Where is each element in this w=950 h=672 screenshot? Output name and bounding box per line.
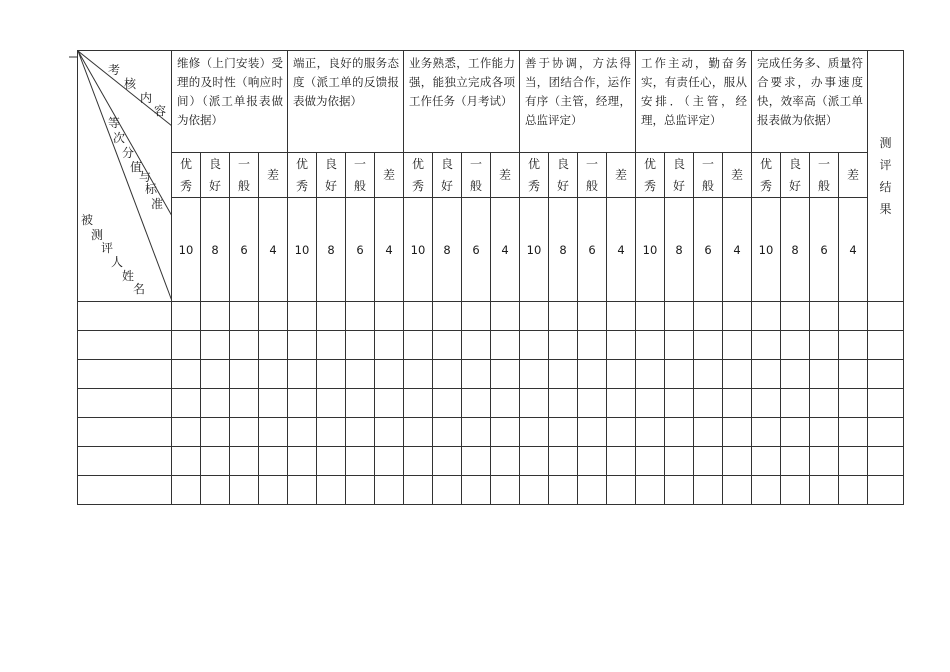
table-cell[interactable] [433,447,462,476]
score-value: 6 [578,198,607,302]
score-value: 4 [607,198,636,302]
grade-text: 良好 [672,157,685,193]
score-value: 4 [723,198,752,302]
corner-label-char: 被 [81,213,94,227]
table-cell[interactable] [636,360,665,389]
grade-label [433,153,462,198]
table-cell[interactable] [317,418,346,447]
table-cell[interactable] [694,418,723,447]
table-cell[interactable] [404,331,433,360]
score-value: 8 [201,198,230,302]
table-cell[interactable] [781,447,810,476]
score-value: 4 [375,198,404,302]
table-cell[interactable] [491,389,520,418]
table-cell[interactable] [230,360,259,389]
score-value: 6 [810,198,839,302]
grade-label [259,153,288,198]
table-cell[interactable] [259,476,288,505]
table-cell[interactable] [607,331,636,360]
table-cell[interactable] [375,476,404,505]
table-cell[interactable] [549,476,578,505]
table-cell[interactable] [375,418,404,447]
table-cell[interactable] [317,302,346,331]
table-cell[interactable] [288,418,317,447]
grade-text: 差 [382,168,395,182]
grade-text: 一般 [469,157,482,193]
grade-text: 良好 [440,157,453,193]
grade-text: 良好 [556,157,569,193]
grade-label [288,153,317,198]
table-cell[interactable] [433,302,462,331]
table-cell[interactable] [404,476,433,505]
score-value: 4 [259,198,288,302]
grade-label [665,153,694,198]
table-cell[interactable] [491,302,520,331]
table-cell[interactable] [665,331,694,360]
table-cell[interactable] [259,418,288,447]
table-cell[interactable] [694,389,723,418]
table-cell[interactable] [781,331,810,360]
table-cell[interactable] [78,331,172,360]
result-header-label: 测评结果 [879,136,892,216]
table-cell[interactable] [78,418,172,447]
table-cell[interactable] [839,418,868,447]
grade-label [201,153,230,198]
grade-label [694,153,723,198]
table-cell[interactable] [288,302,317,331]
table-cell[interactable] [549,302,578,331]
table-cell[interactable] [288,447,317,476]
table-cell[interactable] [607,360,636,389]
table-cell[interactable] [868,389,904,418]
table-cell[interactable] [549,447,578,476]
criterion-header: 端正，良好的服务态度（派工单的反馈报表做为依据） [288,51,404,153]
criterion-header: 完成任务多、质量符合要求，办事速度快，效率高（派工单报表做为依据） [752,51,868,153]
table-cell[interactable] [375,447,404,476]
table-cell[interactable] [665,302,694,331]
table-cell[interactable] [230,447,259,476]
score-value: 10 [520,198,549,302]
corner-label-char: 等 [108,116,121,130]
table-cell[interactable] [78,476,172,505]
table-row [78,418,904,447]
grade-text: 差 [498,168,511,182]
grade-text: 一般 [237,157,250,193]
table-cell[interactable] [694,331,723,360]
table-cell[interactable] [491,360,520,389]
table-cell[interactable] [607,447,636,476]
table-cell[interactable] [578,360,607,389]
grade-label [636,153,665,198]
score-value: 10 [172,198,201,302]
table-cell[interactable] [375,302,404,331]
table-cell[interactable] [752,418,781,447]
table-cell[interactable] [636,302,665,331]
table-cell[interactable] [549,331,578,360]
table-cell[interactable] [201,418,230,447]
table-cell[interactable] [781,302,810,331]
table-row [78,476,904,505]
table-cell[interactable] [868,418,904,447]
corner-label-char: 名 [133,282,146,296]
table-cell[interactable] [607,418,636,447]
table-cell[interactable] [810,389,839,418]
table-cell[interactable] [839,476,868,505]
table-cell[interactable] [723,331,752,360]
table-cell[interactable] [520,418,549,447]
header-row-scores [78,198,904,302]
table-cell[interactable] [694,302,723,331]
table-cell[interactable] [491,476,520,505]
table-cell[interactable] [665,389,694,418]
table-cell[interactable] [288,360,317,389]
score-value: 6 [230,198,259,302]
table-cell[interactable] [201,302,230,331]
header-row-criteria [78,51,904,153]
table-cell[interactable] [520,331,549,360]
header-row-grades [78,153,904,198]
table-cell[interactable] [781,389,810,418]
score-value: 8 [665,198,694,302]
table-cell[interactable] [839,360,868,389]
table-cell[interactable] [317,389,346,418]
table-cell[interactable] [723,418,752,447]
score-value: 10 [288,198,317,302]
table-cell[interactable] [607,476,636,505]
grade-text: 优秀 [295,157,308,193]
table-cell[interactable] [317,360,346,389]
table-cell[interactable] [752,447,781,476]
corner-label-char: 值 [130,160,143,174]
table-cell[interactable] [172,447,201,476]
table-cell[interactable] [636,447,665,476]
table-cell[interactable] [781,476,810,505]
table-cell[interactable] [607,302,636,331]
criterion-header: 维修（上门安装）受理的及时性（响应时间）（派工单报表做为依据） [172,51,288,153]
table-cell[interactable] [578,476,607,505]
table-cell[interactable] [781,418,810,447]
table-cell[interactable] [404,302,433,331]
grade-label [578,153,607,198]
table-cell[interactable] [810,331,839,360]
table-cell[interactable] [549,389,578,418]
table-cell[interactable] [665,476,694,505]
corner-diagonal-cell [78,51,172,302]
corner-label-char: 测 [91,228,104,242]
table-cell[interactable] [375,360,404,389]
grade-label [607,153,636,198]
table-cell[interactable] [868,302,904,331]
table-cell[interactable] [868,331,904,360]
grade-label [520,153,549,198]
table-cell[interactable] [578,331,607,360]
table-cell[interactable] [288,476,317,505]
table-cell[interactable] [230,331,259,360]
table-cell[interactable] [433,476,462,505]
score-value: 8 [781,198,810,302]
grade-text: 差 [846,168,859,182]
corner-label-char: 标 [145,182,158,196]
corner-label-char: 姓 [122,269,135,283]
corner-label-char: 次 [113,131,126,145]
table-row [78,360,904,389]
score-value: 8 [317,198,346,302]
grade-text: 优秀 [643,157,656,193]
table-cell[interactable] [636,331,665,360]
table-cell[interactable] [462,360,491,389]
table-cell[interactable] [868,476,904,505]
table-cell[interactable] [172,331,201,360]
table-cell[interactable] [375,331,404,360]
table-cell[interactable] [694,447,723,476]
table-cell[interactable] [752,331,781,360]
grade-label [752,153,781,198]
grade-label [346,153,375,198]
grade-label [839,153,868,198]
table-cell[interactable] [346,331,375,360]
table-cell[interactable] [346,418,375,447]
table-cell[interactable] [520,302,549,331]
table-cell[interactable] [520,447,549,476]
table-cell[interactable] [288,389,317,418]
grade-text: 一般 [701,157,714,193]
table-cell[interactable] [346,447,375,476]
table-cell[interactable] [433,418,462,447]
criterion-header: 善于协调，方法得当，团结合作，运作有序（主管，经理，总监评定） [520,51,636,153]
table-cell[interactable] [346,360,375,389]
table-cell[interactable] [723,447,752,476]
table-cell[interactable] [462,302,491,331]
grade-text: 差 [614,168,627,182]
table-cell[interactable] [172,389,201,418]
table-cell[interactable] [172,302,201,331]
table-cell[interactable] [462,331,491,360]
table-cell[interactable] [230,418,259,447]
table-cell[interactable] [665,418,694,447]
table-cell[interactable] [230,302,259,331]
table-cell[interactable] [259,360,288,389]
table-cell[interactable] [491,418,520,447]
table-cell[interactable] [723,476,752,505]
table-cell[interactable] [462,418,491,447]
table-cell[interactable] [433,360,462,389]
table-cell[interactable] [288,331,317,360]
table-cell[interactable] [636,476,665,505]
table-cell[interactable] [810,360,839,389]
table-row [78,302,904,331]
table-cell[interactable] [723,389,752,418]
table-cell[interactable] [636,389,665,418]
table-cell[interactable] [781,360,810,389]
grade-label [723,153,752,198]
table-cell[interactable] [752,360,781,389]
evaluation-table [77,50,904,505]
table-cell[interactable] [404,389,433,418]
corner-label-char: 核 [124,77,137,91]
table-cell[interactable] [462,447,491,476]
grade-label [375,153,404,198]
grade-label [172,153,201,198]
table-cell[interactable] [346,302,375,331]
score-value: 8 [549,198,578,302]
grade-text: 一般 [353,157,366,193]
table-cell[interactable] [839,331,868,360]
grade-text: 一般 [817,157,830,193]
grade-label [230,153,259,198]
table-cell[interactable] [752,476,781,505]
table-cell[interactable] [201,360,230,389]
table-cell[interactable] [201,389,230,418]
table-cell[interactable] [462,389,491,418]
table-cell[interactable] [78,389,172,418]
corner-label-char: 准 [151,197,164,211]
table-cell[interactable] [723,360,752,389]
grade-label [781,153,810,198]
score-value: 8 [433,198,462,302]
score-value: 6 [346,198,375,302]
table-cell[interactable] [665,447,694,476]
table-cell[interactable] [520,389,549,418]
table-cell[interactable] [810,476,839,505]
corner-label-char: 分 [122,146,135,160]
grade-text: 优秀 [527,157,540,193]
table-cell[interactable] [665,360,694,389]
table-cell[interactable] [375,389,404,418]
grade-text: 良好 [324,157,337,193]
corner-label-char: 考 [108,63,121,77]
table-cell[interactable] [810,418,839,447]
table-cell[interactable] [491,331,520,360]
table-cell[interactable] [78,447,172,476]
table-cell[interactable] [520,476,549,505]
grade-text: 优秀 [759,157,772,193]
table-cell[interactable] [520,360,549,389]
score-value: 10 [404,198,433,302]
corner-label-char: 评 [101,241,114,255]
score-value: 10 [752,198,781,302]
table-cell[interactable] [868,447,904,476]
corner-label-char: 内 [140,91,153,105]
table-cell[interactable] [549,360,578,389]
grade-label [491,153,520,198]
table-cell[interactable] [259,302,288,331]
table-cell[interactable] [259,331,288,360]
table-row [78,331,904,360]
table-cell[interactable] [317,447,346,476]
grade-label [549,153,578,198]
criterion-header: 业务熟悉，工作能力强，能独立完成各项工作任务（月考试） [404,51,520,153]
table-cell[interactable] [578,302,607,331]
grade-label [462,153,491,198]
criterion-header: 工作主动，勤奋务实，有责任心，服从安排．（主管，经理，总监评定） [636,51,752,153]
table-cell[interactable] [607,389,636,418]
table-cell[interactable] [404,447,433,476]
table-cell[interactable] [839,302,868,331]
table-cell[interactable] [578,389,607,418]
table-cell[interactable] [78,302,172,331]
result-header [868,51,904,302]
table-cell[interactable] [201,331,230,360]
table-cell[interactable] [201,447,230,476]
table-cell[interactable] [752,302,781,331]
score-value: 4 [839,198,868,302]
table-cell[interactable] [404,360,433,389]
table-cell[interactable] [230,389,259,418]
grade-text: 良好 [788,157,801,193]
score-value: 10 [636,198,665,302]
table-cell[interactable] [172,476,201,505]
corner-label-char: 人 [111,255,124,269]
table-cell[interactable] [810,447,839,476]
table-cell[interactable] [578,447,607,476]
table-cell[interactable] [462,476,491,505]
table-cell[interactable] [752,389,781,418]
table-cell[interactable] [491,447,520,476]
table-cell[interactable] [549,418,578,447]
table-cell[interactable] [433,331,462,360]
grade-label [810,153,839,198]
table-cell[interactable] [868,360,904,389]
score-value: 6 [694,198,723,302]
grade-text: 差 [266,168,279,182]
table-cell[interactable] [694,360,723,389]
table-cell[interactable] [201,476,230,505]
table-cell[interactable] [172,418,201,447]
table-cell[interactable] [346,476,375,505]
corner-label-char: 容 [154,104,167,118]
table-cell[interactable] [810,302,839,331]
table-cell[interactable] [433,389,462,418]
table-cell[interactable] [404,418,433,447]
grade-text: 优秀 [179,157,192,193]
grade-label [404,153,433,198]
table-cell[interactable] [259,389,288,418]
table-cell[interactable] [317,476,346,505]
grade-text: 差 [730,168,743,182]
corner-label-char: 与 [139,170,152,184]
table-cell[interactable] [259,447,288,476]
table-cell[interactable] [317,331,346,360]
table-cell[interactable] [839,447,868,476]
table-cell[interactable] [723,302,752,331]
table-cell[interactable] [172,360,201,389]
table-row [78,447,904,476]
score-value: 4 [491,198,520,302]
table-cell[interactable] [346,389,375,418]
table-cell[interactable] [230,476,259,505]
grade-text: 一般 [585,157,598,193]
grade-text: 良好 [208,157,221,193]
grade-label [317,153,346,198]
table-cell[interactable] [839,389,868,418]
table-cell[interactable] [694,476,723,505]
table-cell[interactable] [578,418,607,447]
table-cell[interactable] [78,360,172,389]
score-value: 6 [462,198,491,302]
table-row [78,389,904,418]
grade-text: 优秀 [411,157,424,193]
table-cell[interactable] [636,418,665,447]
